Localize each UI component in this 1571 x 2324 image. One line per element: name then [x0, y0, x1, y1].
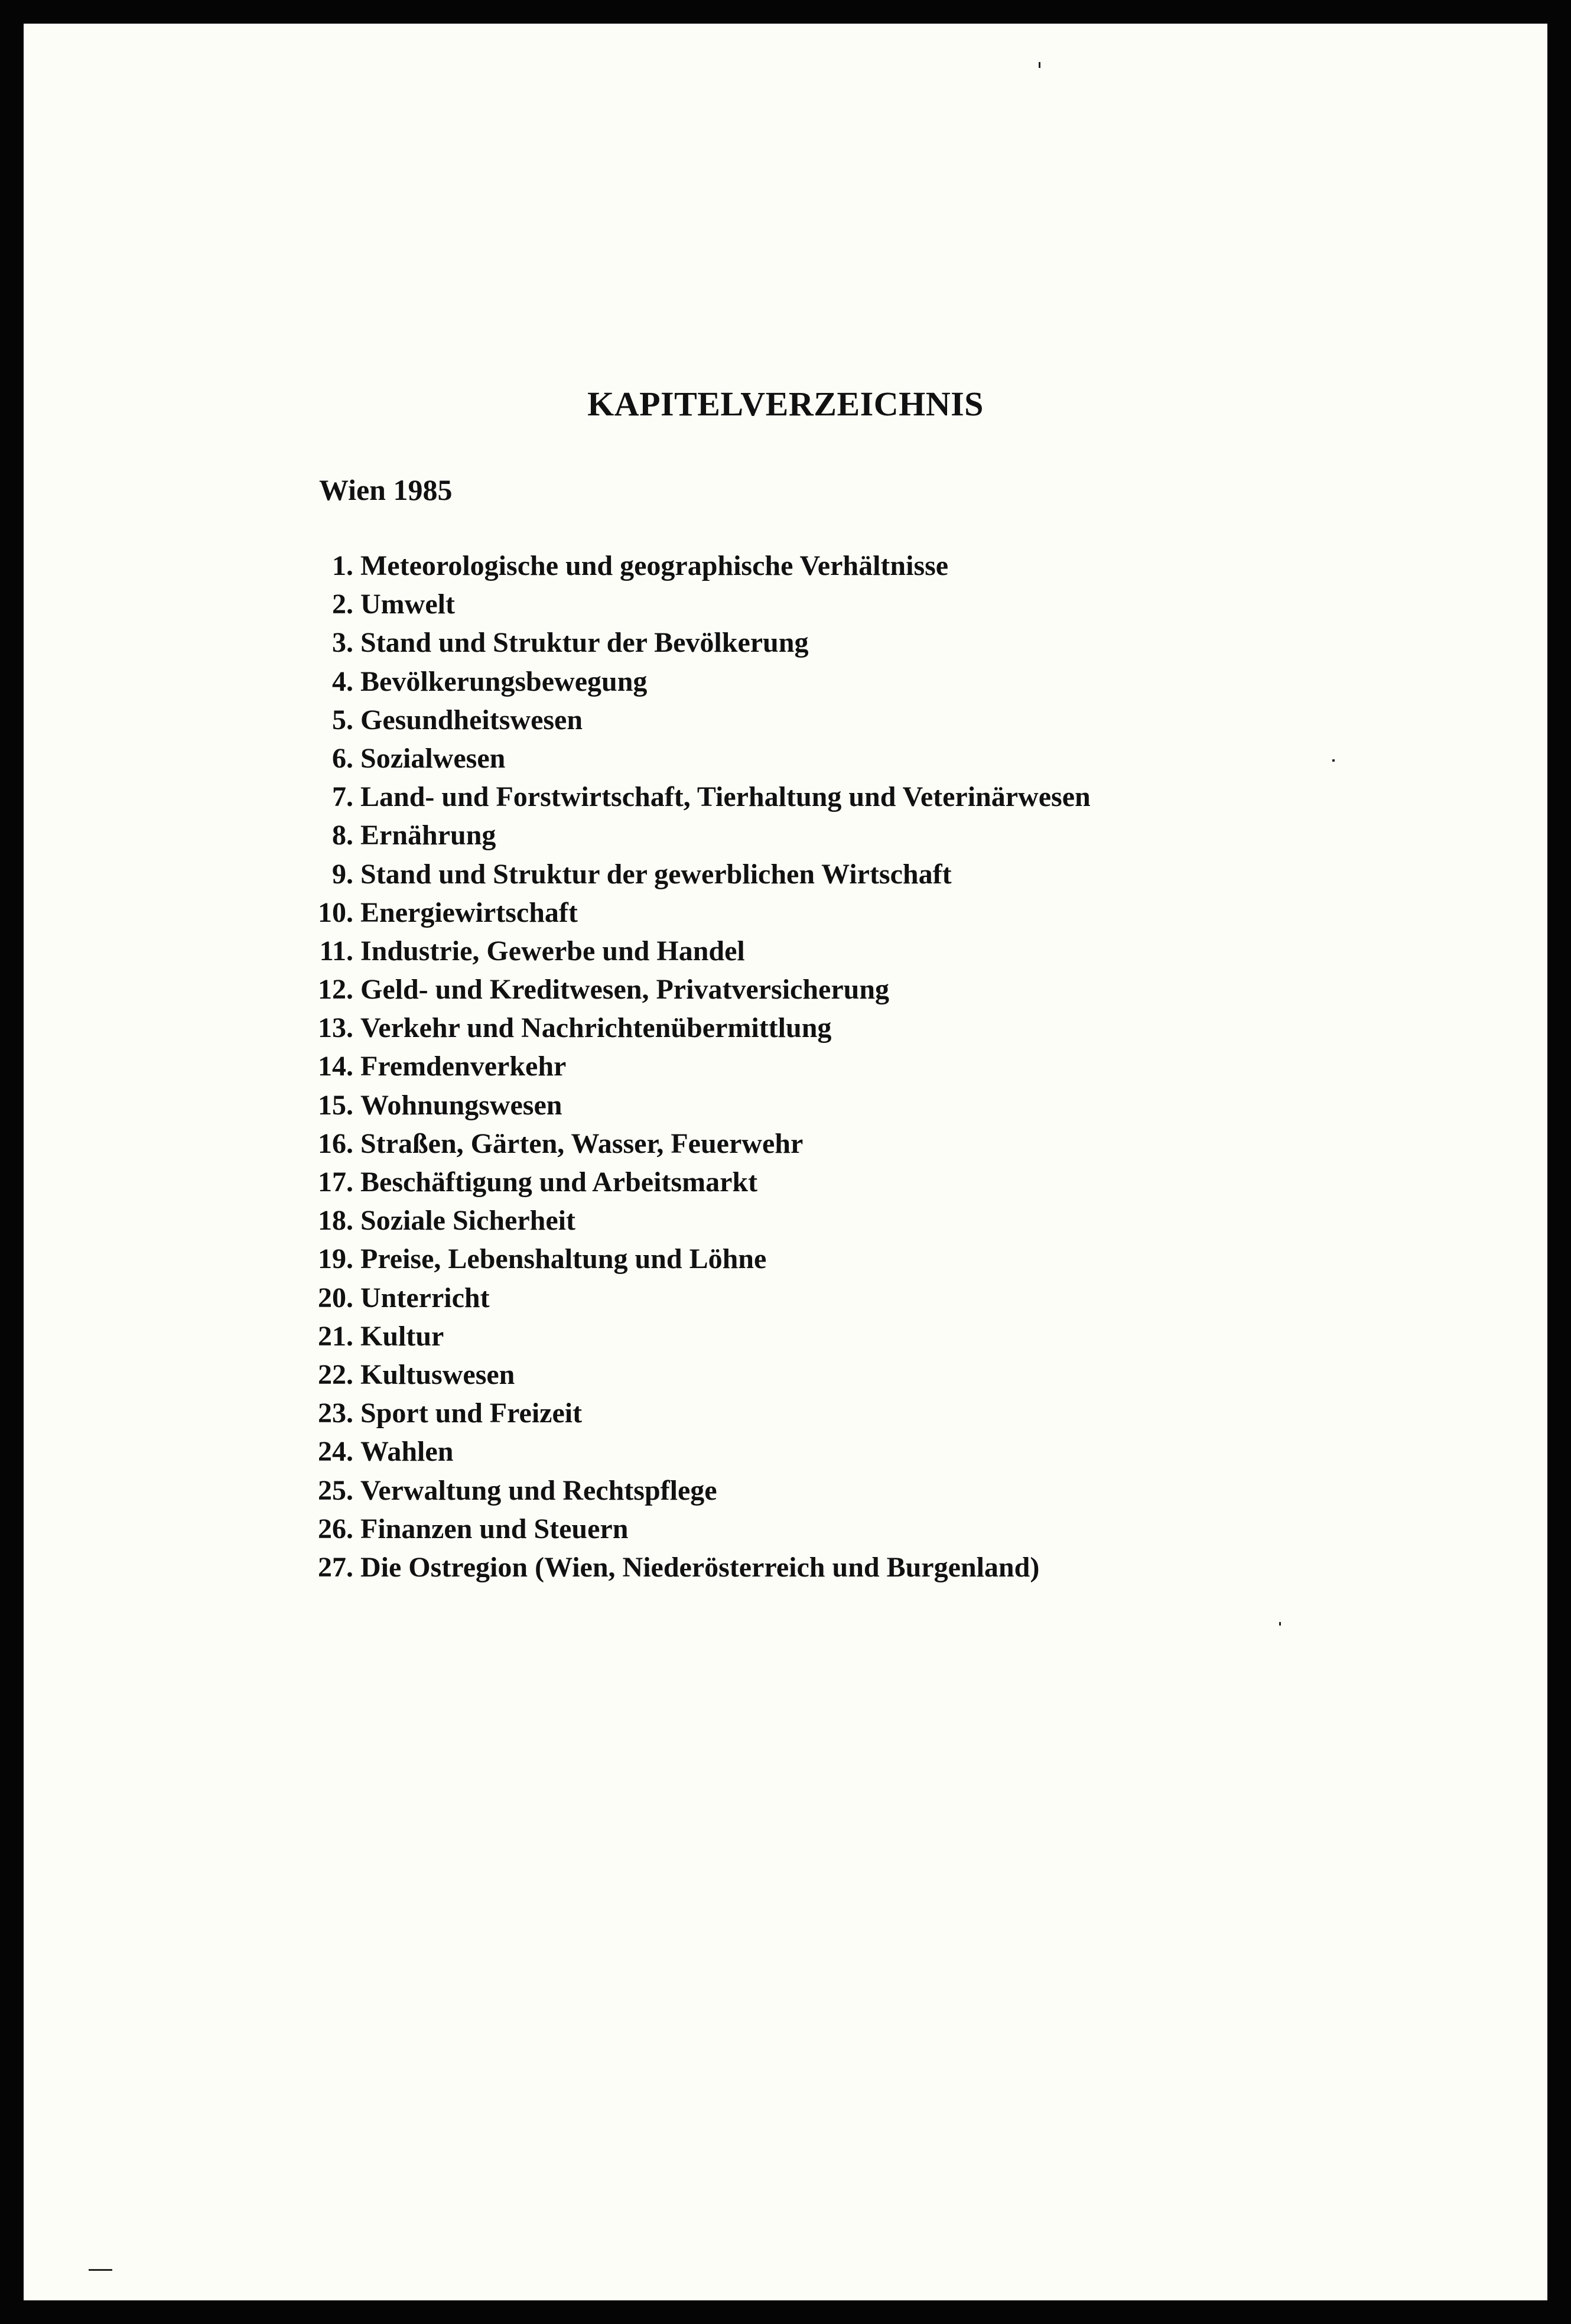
- toc-entry-number: 19.: [318, 1243, 353, 1275]
- toc-entry-number: 21.: [318, 1320, 353, 1352]
- toc-entry-number: 11.: [319, 935, 353, 967]
- toc-entry-number: 15.: [318, 1089, 353, 1121]
- toc-entry-number: 24.: [318, 1436, 353, 1468]
- toc-entry-number: 23.: [318, 1397, 353, 1429]
- scan-speck: [1039, 62, 1040, 68]
- page-subtitle: Wien 1985: [319, 473, 453, 506]
- scan-speck: [1279, 1622, 1281, 1626]
- toc-entry: [295, 1009, 1091, 1047]
- toc-entry-number: 18.: [318, 1205, 353, 1237]
- toc-entry: [295, 739, 1091, 778]
- toc-entry: [295, 970, 1091, 1009]
- page-title: KAPITELVERZEICHNIS: [587, 385, 984, 423]
- toc-entry-label: Unterricht: [360, 1282, 490, 1314]
- toc-entry-number: 3.: [332, 627, 353, 659]
- toc-entry: [295, 1240, 1091, 1278]
- toc-entry-label: Finanzen und Steuern: [360, 1513, 629, 1545]
- toc-entry-label: Verwaltung und Rechtspflege: [360, 1474, 717, 1506]
- toc-entry-label: Sozialwesen: [360, 742, 506, 774]
- toc-entry-label: Bevölkerungsbewegung: [360, 665, 648, 697]
- toc-entry-label: Kultuswesen: [360, 1358, 515, 1390]
- toc-entry: [295, 701, 1091, 739]
- toc-entry-number: 16.: [318, 1127, 353, 1159]
- toc-entry-number: 17.: [318, 1166, 353, 1198]
- toc-entry-label: Sport und Freizeit: [360, 1397, 583, 1429]
- toc-entry-number: 1.: [332, 550, 353, 581]
- toc-entry-label: Land- und Forstwirtschaft, Tierhaltung und Veterinärwesen: [360, 781, 1091, 813]
- toc-entry: [295, 855, 1091, 893]
- toc-entry-number: 5.: [332, 704, 353, 736]
- toc-entry-label: Gesundheitswesen: [360, 704, 583, 736]
- toc-entry: [295, 778, 1091, 816]
- toc-entry: [295, 1163, 1091, 1201]
- toc-entry-label: Wahlen: [360, 1436, 454, 1468]
- toc-entry: [295, 1317, 1091, 1356]
- toc-entry-number: 7.: [332, 781, 353, 813]
- toc-entry: [295, 662, 1091, 701]
- toc-entry: [295, 1124, 1091, 1163]
- toc-entry: [295, 1394, 1091, 1432]
- toc-entry: [295, 1510, 1091, 1548]
- toc-entry-label: Die Ostregion (Wien, Niederösterreich und Burgenland): [360, 1551, 1040, 1583]
- toc-entry-label: Fremdenverkehr: [360, 1051, 567, 1083]
- toc-entry-label: Umwelt: [360, 589, 455, 620]
- toc-entry-number: 9.: [332, 858, 353, 890]
- toc-entry: [295, 1086, 1091, 1124]
- toc-entry-number: 25.: [318, 1474, 353, 1506]
- toc-entry-number: 26.: [318, 1513, 353, 1545]
- toc-entry-number: 14.: [318, 1051, 353, 1083]
- toc-entry: [295, 547, 1091, 585]
- toc-entry: [295, 1432, 1091, 1471]
- toc-entry-number: 13.: [318, 1012, 353, 1044]
- toc-entry-number: 27.: [318, 1551, 353, 1583]
- toc-entry-label: Straßen, Gärten, Wasser, Feuerwehr: [360, 1127, 804, 1159]
- toc-entry: [295, 1356, 1091, 1394]
- toc-entry-label: Verkehr und Nachrichtenübermittlung: [360, 1012, 832, 1044]
- toc-entry-label: Meteorologische und geographische Verhältnisse: [360, 550, 949, 581]
- toc-entry-number: 20.: [318, 1282, 353, 1314]
- toc-entry-number: 2.: [332, 589, 353, 620]
- toc-entry-label: Energiewirtschaft: [360, 896, 578, 928]
- scan-dash: [89, 2269, 112, 2271]
- toc-entry: [295, 1279, 1091, 1317]
- toc-entry: [295, 932, 1091, 970]
- toc-entry-label: Geld- und Kreditwesen, Privatversicherung: [360, 974, 890, 1006]
- toc-entry-number: 12.: [318, 974, 353, 1006]
- toc-entry: [295, 1471, 1091, 1510]
- toc-entry-label: Beschäftigung und Arbeitsmarkt: [360, 1166, 758, 1198]
- toc-entry: [295, 1047, 1091, 1085]
- toc-entry-number: 6.: [332, 742, 353, 774]
- toc-entry: [295, 623, 1091, 662]
- toc-entry: [295, 1201, 1091, 1240]
- toc-entry-number: 22.: [318, 1358, 353, 1390]
- toc-entry-label: Stand und Struktur der Bevölkerung: [360, 627, 809, 659]
- toc-entry-label: Kultur: [360, 1320, 444, 1352]
- toc-entry: [295, 1548, 1091, 1587]
- toc-entry-label: Ernährung: [360, 820, 496, 851]
- toc-entry-label: Industrie, Gewerbe und Handel: [360, 935, 745, 967]
- scan-speck: [1332, 759, 1335, 762]
- table-of-contents: [295, 547, 1091, 1587]
- toc-entry: [295, 816, 1091, 854]
- toc-entry-number: 8.: [332, 820, 353, 851]
- toc-entry-number: 4.: [332, 665, 353, 697]
- toc-entry: [295, 585, 1091, 623]
- toc-entry-label: Soziale Sicherheit: [360, 1205, 575, 1237]
- toc-entry-label: Wohnungswesen: [360, 1089, 562, 1121]
- toc-entry: [295, 893, 1091, 932]
- toc-entry-number: 10.: [318, 896, 353, 928]
- toc-entry-label: Preise, Lebenshaltung und Löhne: [360, 1243, 767, 1275]
- toc-entry-label: Stand und Struktur der gewerblichen Wirtschaft: [360, 858, 952, 890]
